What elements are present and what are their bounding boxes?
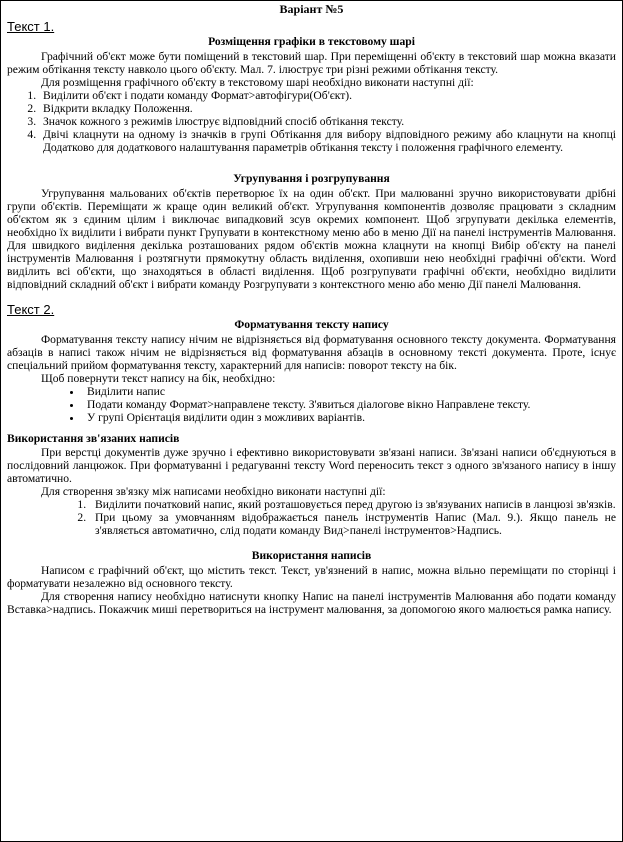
text2-heading: Текст 2.: [7, 302, 55, 317]
list-item: • У групі Орієнтація виділити один з можливих варіантів.: [83, 411, 616, 424]
paragraph: При верстці документів дуже зручно і ефективно використовувати зв'язані написи. Зв'язані написи об'єднуються в послідовний ланцюжок. При форматуванні і редагуванні тексту Word переносить текст з одного зв'язаного напису в іншу автоматично.: [7, 446, 616, 485]
section-title-graphics-placement: Розміщення графіки в текстовому шарі: [208, 35, 415, 48]
section-title-linked-captions: Використання зв'язаних написів: [7, 432, 180, 445]
numbered-list: [7, 498, 616, 537]
paragraph: Для створення зв'язку між написами необхідно виконати наступні дії:: [41, 485, 386, 498]
list-item: 2. При цьому за умовчанням відображається панель інструментів Напис (Мал. 9.). Якщо панель не з'являється автоматично, слід подати команду Вид>панелі інструментов>Надпись.: [89, 511, 616, 537]
list-item: • Подати команду Формат>направлене тексту. З'явиться діалогове вікно Направлене тексту.: [83, 398, 616, 411]
paragraph: Для створення напису необхідно натиснути кнопку Напис на панелі інструментів Малювання або подати команду Вставка>надпись. Покажчик миші перетвориться на інструмент малювання, за допомогою якого малюється рамка напису.: [7, 590, 616, 616]
variant-title: Варіант №5: [279, 2, 344, 16]
paragraph: Написом є графічний об'єкт, що містить текст. Текст, ув'язнений в напис, можна вільно переміщати по сторінці і форматувати незалежно від основного тексту.: [7, 564, 616, 590]
list-item: 4. Двічі клацнути на одному із значків в групі Обтікання для вибору відповідного режиму або клацнути на кнопці Додатково для додаткового налаштування параметрів обтікання тексту і положення графічного елементу.: [39, 128, 616, 154]
paragraph: Для розміщення графічного об'єкту в текстовому шарі необхідно виконати наступні дії:: [41, 76, 474, 89]
paragraph: Графічний об'єкт може бути поміщений в текстовий шар. При переміщенні об'єкту в текстовий шар можна вказати режим обтікання тексту навколо цього об'єкту. Мал. 7. ілюструє три різні режими обтікання тексту.: [7, 50, 616, 76]
list-item: 1. Виділити початковий напис, який розташовується перед другою із зв'язуваних написів в ланцюзі зв'язків.: [89, 498, 616, 511]
list-item: 2. Відкрити вкладку Положення.: [39, 102, 616, 115]
section-title-captions-usage: Використання написів: [251, 549, 372, 562]
list-item: 1. Виділити об'єкт і подати команду Формат>автофігури(Об'єкт).: [39, 89, 616, 102]
paragraph: Щоб повернути текст напису на бік, необхідно:: [41, 372, 276, 385]
list-item: 3. Значок кожного з режимів ілюструє відповідний спосіб обтікання тексту.: [39, 115, 616, 128]
bullet-list: [7, 385, 616, 424]
paragraph: Угрупування мальованих об'єктів перетворює їх на один об'єкт. При малюванні зручно використовувати дрібні групи об'єктів. Переміщати ж краще один великий об'єкт. Угрупування компонентів дозволяє працювати з складним об'єктом як з єдиним цілим і виключає випадковий зсув окремих компонент. Щоб згрупувати декілька елементів, необхідно їх виділити і вибрати пункт Групувати в контекстному меню або в меню Дії на панелі інструментів Малювання. Для швидкого виділення декілька розташованих рядом об'єктів можна клацнути на кнопці Вибір об'єкту на панелі інструментів Малювання і розтягнути прямокутну область виділення, охопивши нею необхідні графічні об'єкти. Word виділить всі об'єкти, що знаходяться в області виділення. Щоб розгрупувати графічні об'єкти, необхідно виділити відповідний складний об'єкт і вибрати команду Розгрупувати з контекстного меню або меню Дії панелі Малювання.: [7, 187, 616, 291]
text1-heading: Текст 1.: [7, 19, 55, 34]
list-item: • Виділити напис: [83, 385, 616, 398]
section-title-caption-formatting: Форматування тексту напису: [234, 318, 389, 331]
section-title-grouping: Угрупування і розгрупування: [233, 172, 390, 185]
paragraph: Форматування тексту напису нічим не відрізняється від форматування основного тексту документа. Форматування абзаців в написі також нічим не відрізняється від форматування абзаців в основному тексті документа. Проте, існує спеціальний прийом форматування тексту, характерний для написів: поворот тексту на бік.: [7, 333, 616, 372]
numbered-list: [7, 89, 616, 154]
